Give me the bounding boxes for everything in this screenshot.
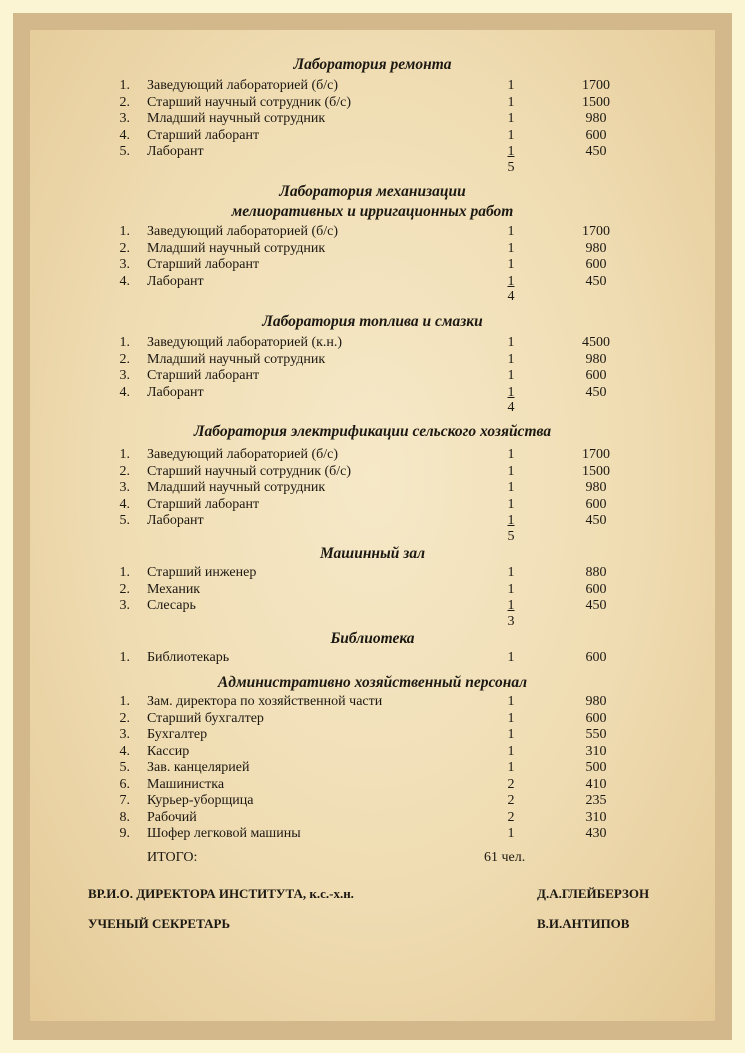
position-name: Шофер легковой машины xyxy=(147,826,301,841)
row-number: 2. xyxy=(119,94,130,110)
row-number: 5. xyxy=(119,513,130,528)
position-name: Младший научный сотрудник xyxy=(147,351,326,367)
row-number: 2. xyxy=(119,351,130,367)
position-count: 1 xyxy=(507,598,515,613)
section-title: Лаборатория электрификации сельского хозяйства xyxy=(193,423,552,440)
row-number: 3. xyxy=(119,598,130,613)
position-name: Старший лаборант xyxy=(147,368,260,383)
row-number: 4. xyxy=(119,743,130,759)
salary: 1500 xyxy=(582,94,610,110)
salary: 410 xyxy=(585,776,607,792)
position-name: Младший научный сотрудник xyxy=(147,111,326,126)
table-row xyxy=(0,598,745,614)
position-name: Механик xyxy=(147,581,201,597)
table-row xyxy=(0,711,745,727)
table-row xyxy=(0,385,745,401)
section-title: Библиотека xyxy=(330,630,415,647)
position-count: 1 xyxy=(507,581,515,597)
salary: 310 xyxy=(585,743,607,759)
salary: 600 xyxy=(585,710,607,726)
salary: 450 xyxy=(585,144,607,159)
table-row xyxy=(0,78,745,94)
position-count: 1 xyxy=(507,496,515,512)
salary: 980 xyxy=(585,480,607,495)
salary: 450 xyxy=(585,598,607,613)
position-count: 1 xyxy=(507,335,515,350)
row-number: 5. xyxy=(119,760,130,775)
salary: 550 xyxy=(585,727,607,742)
position-name: Слесарь xyxy=(147,598,196,613)
salary: 430 xyxy=(585,826,607,841)
position-count: 1 xyxy=(507,513,515,528)
table-row xyxy=(0,480,745,496)
salary: 880 xyxy=(585,565,607,580)
position-count: 1 xyxy=(507,447,515,462)
row-number: 1. xyxy=(119,694,130,709)
position-count: 1 xyxy=(507,368,515,383)
section-title: Лаборатория ремонта xyxy=(293,56,452,73)
summary-label: ИТОГО: xyxy=(147,850,198,865)
position-count: 1 xyxy=(507,257,515,272)
table-row xyxy=(0,111,745,127)
table-row xyxy=(0,257,745,273)
table-row xyxy=(0,241,745,257)
position-name: Заведующий лабораторией (б/с) xyxy=(147,447,338,462)
salary: 500 xyxy=(585,760,607,775)
row-number: 4. xyxy=(119,496,130,512)
row-number: 4. xyxy=(119,127,130,143)
table-row xyxy=(0,144,745,160)
table-row xyxy=(0,128,745,144)
position-count: 1 xyxy=(507,240,515,256)
position-count: 1 xyxy=(507,710,515,726)
position-count: 2 xyxy=(507,809,515,825)
position-count: 1 xyxy=(507,743,515,759)
section-title: Машинный зал xyxy=(319,545,426,562)
row-number: 3. xyxy=(119,111,130,126)
table-row xyxy=(0,224,745,240)
position-count: 1 xyxy=(507,351,515,367)
table-row xyxy=(0,793,745,809)
row-number: 3. xyxy=(119,257,130,272)
position-name: Лаборант xyxy=(147,384,204,400)
table-row xyxy=(0,565,745,581)
table-row xyxy=(0,513,745,529)
row-number: 2. xyxy=(119,463,130,479)
table-row xyxy=(0,760,745,776)
position-count: 1 xyxy=(507,273,515,289)
section-title: Лаборатория механизации xyxy=(279,183,466,200)
signatory-name: В.И.АНТИПОВ xyxy=(537,916,630,931)
salary: 235 xyxy=(585,793,607,808)
table-row xyxy=(0,650,745,666)
salary: 600 xyxy=(585,368,607,383)
row-number: 1. xyxy=(119,565,130,580)
position-name: Младший научный сотрудник xyxy=(147,480,326,495)
position-count: 1 xyxy=(507,78,515,93)
position-count: 1 xyxy=(507,727,515,742)
table-row xyxy=(0,352,745,368)
row-number: 3. xyxy=(119,727,130,742)
position-name: Старший лаборант xyxy=(147,257,260,272)
position-name: Бухгалтер xyxy=(147,727,208,742)
table-row xyxy=(0,582,745,598)
position-name: Курьер-уборщица xyxy=(147,793,254,808)
position-name: Лаборант xyxy=(147,513,204,528)
position-count: 1 xyxy=(507,826,515,841)
position-count: 1 xyxy=(507,127,515,143)
salary: 1700 xyxy=(582,78,610,93)
position-count: 1 xyxy=(507,463,515,479)
row-number: 1. xyxy=(119,224,130,239)
table-row xyxy=(0,95,745,111)
position-name: Старший научный сотрудник (б/с) xyxy=(147,463,352,479)
salary: 980 xyxy=(585,694,607,709)
salary: 1700 xyxy=(582,447,610,462)
position-count: 1 xyxy=(507,384,515,400)
section-title: Лаборатория топлива и смазки xyxy=(262,313,483,330)
position-name: Заведующий лабораторией (б/с) xyxy=(147,78,338,93)
table-row xyxy=(0,810,745,826)
row-number: 4. xyxy=(119,384,130,400)
signatory-title: ВР.И.О. ДИРЕКТОРА ИНСТИТУТА, к.с.-х.н. xyxy=(88,886,354,901)
position-name: Кассир xyxy=(147,743,190,759)
salary: 450 xyxy=(585,273,607,289)
table-row xyxy=(0,694,745,710)
section-title: мелиоративных и ирригационных работ xyxy=(231,203,514,220)
table-row xyxy=(0,368,745,384)
position-count: 2 xyxy=(507,776,515,792)
position-count: 1 xyxy=(507,144,515,159)
table-row xyxy=(0,497,745,513)
position-name: Зам. директора по хозяйственной части xyxy=(147,694,383,709)
position-count: 1 xyxy=(507,565,515,580)
row-number: 1. xyxy=(119,447,130,462)
salary: 1500 xyxy=(582,463,610,479)
position-name: Младший научный сотрудник xyxy=(147,240,326,256)
position-count: 1 xyxy=(507,694,515,709)
row-number: 1. xyxy=(119,650,130,665)
salary: 600 xyxy=(585,257,607,272)
row-number: 7. xyxy=(119,793,130,808)
position-name: Библиотекарь xyxy=(147,650,230,665)
row-number: 4. xyxy=(119,273,130,289)
position-name: Лаборант xyxy=(147,144,204,159)
row-number: 5. xyxy=(119,144,130,159)
position-name: Заведующий лабораторией (б/с) xyxy=(147,224,338,239)
signatory-title: УЧЕНЫЙ СЕКРЕТАРЬ xyxy=(88,916,231,931)
position-name: Старший бухгалтер xyxy=(147,710,264,726)
row-number: 3. xyxy=(119,368,130,383)
row-number: 1. xyxy=(119,335,130,350)
position-count: 1 xyxy=(507,224,515,239)
salary: 980 xyxy=(585,111,607,126)
row-number: 2. xyxy=(119,240,130,256)
salary: 600 xyxy=(585,496,607,512)
summary-value: 61 чел. xyxy=(484,850,526,865)
section-total: 5 xyxy=(507,528,515,544)
row-number: 2. xyxy=(119,581,130,597)
position-name: Лаборант xyxy=(147,273,204,289)
position-name: Старший лаборант xyxy=(147,496,260,512)
position-count: 1 xyxy=(507,480,515,495)
position-count: 1 xyxy=(507,111,515,126)
salary: 600 xyxy=(585,581,607,597)
position-count: 1 xyxy=(507,650,515,665)
section-total: 4 xyxy=(507,289,515,304)
section-total: 5 xyxy=(507,159,515,175)
table-row xyxy=(0,727,745,743)
salary: 450 xyxy=(585,513,607,528)
position-count: 2 xyxy=(507,793,515,808)
salary: 450 xyxy=(585,384,607,400)
section-total: 3 xyxy=(507,613,515,629)
row-number: 1. xyxy=(119,78,130,93)
row-number: 3. xyxy=(119,480,130,495)
position-name: Зав. канцелярией xyxy=(147,760,250,775)
row-number: 8. xyxy=(119,809,130,825)
position-name: Старший инженер xyxy=(147,565,257,580)
position-name: Заведующий лабораторией (к.н.) xyxy=(147,335,343,350)
table-row xyxy=(0,274,745,290)
position-count: 1 xyxy=(507,94,515,110)
position-name: Машинистка xyxy=(147,776,225,792)
table-row xyxy=(0,826,745,842)
section-total: 4 xyxy=(507,400,515,415)
row-number: 9. xyxy=(119,826,130,841)
salary: 980 xyxy=(585,240,607,256)
salary: 1700 xyxy=(582,224,610,239)
signatory-name: Д.А.ГЛЕЙБЕРЗОН xyxy=(537,886,650,901)
salary: 600 xyxy=(585,127,607,143)
position-name: Старший научный сотрудник (б/с) xyxy=(147,94,352,110)
position-name: Старший лаборант xyxy=(147,127,260,143)
table-row xyxy=(0,335,745,351)
salary: 4500 xyxy=(582,335,610,350)
position-count: 1 xyxy=(507,760,515,775)
salary: 310 xyxy=(585,809,607,825)
table-row xyxy=(0,744,745,760)
section-title: Административно хозяйственный персонал xyxy=(217,674,528,691)
table-row xyxy=(0,464,745,480)
row-number: 2. xyxy=(119,710,130,726)
row-number: 6. xyxy=(119,776,130,792)
salary: 600 xyxy=(585,650,607,665)
table-row xyxy=(0,447,745,463)
table-row xyxy=(0,777,745,793)
salary: 980 xyxy=(585,351,607,367)
position-name: Рабочий xyxy=(147,809,197,825)
